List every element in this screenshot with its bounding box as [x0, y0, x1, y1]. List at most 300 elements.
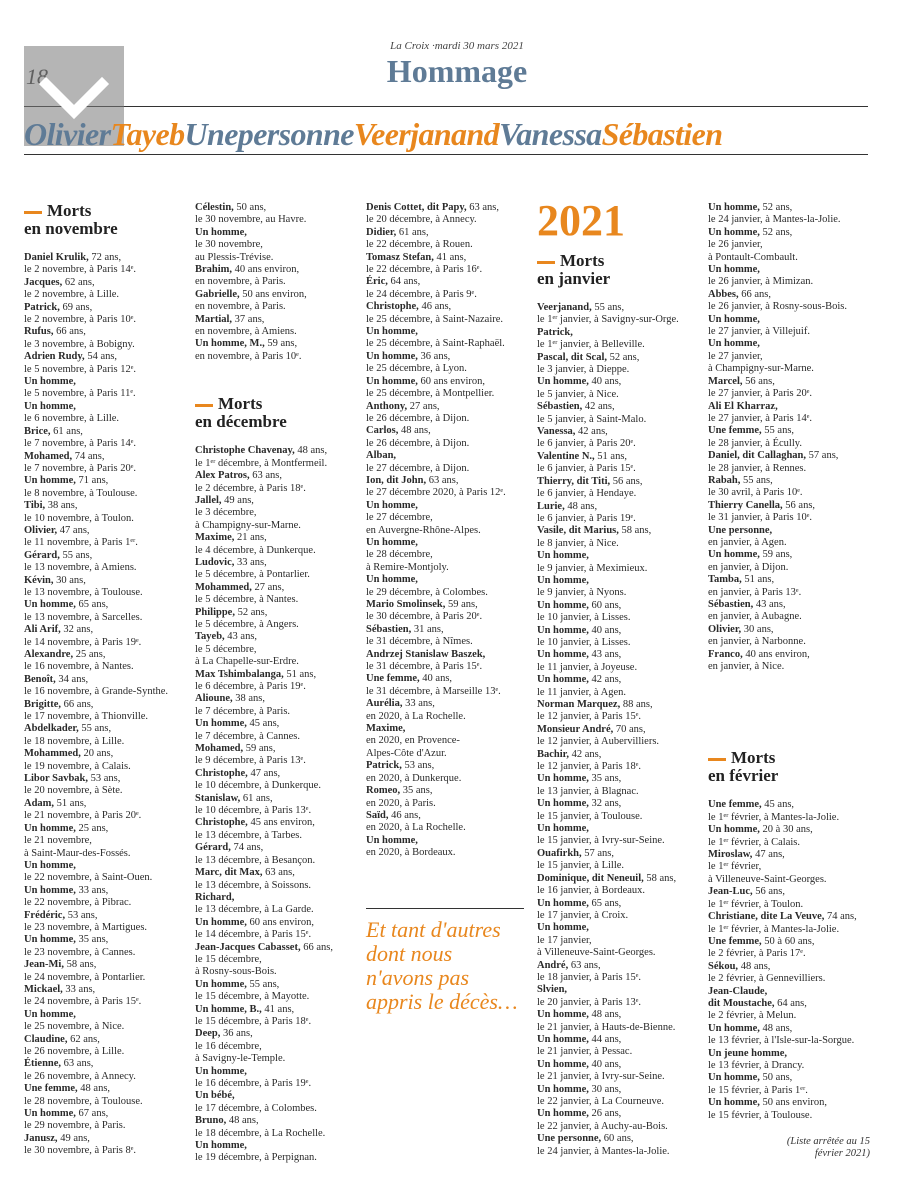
column-2	[195, 202, 365, 1165]
obituary-line	[195, 842, 365, 854]
obituary-detail: en janvier, à Paris 13ᵉ.	[708, 586, 802, 598]
obituary-line	[195, 867, 365, 879]
obituary-detail: à Champigny-sur-Marne.	[195, 519, 301, 531]
obituary-line	[366, 487, 536, 499]
obituary-line	[195, 1128, 365, 1140]
obituary-line	[366, 401, 536, 413]
obituary-line	[537, 625, 707, 637]
obituary-line	[537, 401, 707, 413]
person-name: Jean-Luc,	[708, 886, 753, 898]
obituary-line	[24, 748, 194, 760]
person-name: Un homme,	[195, 1140, 247, 1152]
heading-line: en février	[708, 766, 779, 786]
banner-name: Tayeb	[110, 116, 185, 152]
obituary-detail: 47 ans,	[57, 524, 90, 536]
person-name: Veerjanand,	[537, 302, 592, 313]
obituary-detail: 32 ans,	[60, 624, 94, 636]
obituary-line	[537, 997, 707, 1009]
obituary-detail: le 15 janvier, à Toulouse.	[537, 810, 643, 822]
obituary-detail: le 26 décembre, à Dijon.	[366, 437, 470, 449]
person-name: Marcel,	[708, 375, 743, 387]
obituary-line	[708, 276, 878, 288]
person-name: Saïd,	[366, 809, 389, 821]
obituary-line	[537, 575, 707, 587]
obituary-detail: le 18 janvier, à Paris 15ᵉ.	[537, 971, 642, 983]
person-name: Gérard,	[24, 549, 60, 561]
obituary-detail: le 30 novembre, à Paris 8ᵉ.	[24, 1145, 137, 1157]
obituary-detail: le 7 novembre, à Paris 14ᵉ.	[24, 438, 137, 450]
obituary-detail: 41 ans,	[261, 1003, 295, 1015]
person-name: Un homme,	[195, 1065, 247, 1077]
obituary-line	[366, 822, 536, 834]
obituary-detail: le 28 janvier, à Écully.	[708, 437, 802, 449]
obituary-line	[195, 1004, 365, 1016]
obituary-detail: le 28 novembre, à Toulouse.	[24, 1095, 143, 1107]
obituary-line	[366, 760, 536, 772]
obituary-detail: le 22 décembre, à Paris 16ᵉ.	[366, 264, 483, 276]
obituary-line	[708, 1035, 878, 1047]
person-name: Deep,	[195, 1028, 221, 1040]
obituary-line	[708, 1048, 878, 1060]
obituary-detail: en 2020, à La Rochelle.	[366, 710, 466, 722]
person-name: Frédéric,	[24, 909, 66, 921]
obituary-line	[24, 686, 194, 698]
person-name: Un homme,	[195, 718, 247, 730]
obituary-line	[537, 389, 707, 401]
obituary-line	[537, 922, 707, 934]
obituary-line	[24, 339, 194, 351]
obituary-detail: 60 ans environ,	[246, 916, 314, 928]
obituary-detail: le 27 janvier, à Paris 20ᵉ.	[708, 388, 813, 400]
person-name: Patrick,	[24, 301, 60, 313]
obituary-line	[537, 550, 707, 562]
obituary-line	[708, 986, 878, 998]
obituary-line	[537, 376, 707, 388]
obituary-line	[195, 979, 365, 991]
obituary-line	[708, 936, 878, 948]
person-name: Stanislaw,	[195, 792, 241, 804]
heading-line: Morts	[47, 201, 92, 220]
person-name: Alex Patros,	[195, 470, 250, 482]
person-name: Un homme,	[366, 536, 418, 548]
person-name: Daniel, dit Callaghan,	[708, 450, 807, 462]
obituary-detail: le 15 décembre,	[195, 953, 262, 965]
obituary-line	[195, 1078, 365, 1090]
obituary-line	[195, 743, 365, 755]
obituary-detail: le 7 décembre, à Cannes.	[195, 730, 300, 742]
obituary-line	[366, 686, 536, 698]
obituary-detail: le 14 décembre, à Paris 15ᵉ.	[195, 929, 312, 941]
obituary-line	[708, 861, 878, 873]
obituary-detail: 35 ans,	[588, 773, 622, 785]
obituary-detail: 35 ans,	[75, 934, 109, 946]
obituary-line	[708, 314, 878, 326]
obituary-detail: 48 ans,	[564, 500, 598, 512]
obituary-detail: 63 ans,	[61, 1058, 94, 1070]
person-name: Un homme,	[537, 1033, 589, 1045]
obituary-line	[708, 998, 878, 1010]
obituary-detail: 56 ans,	[782, 499, 816, 511]
obituary-line	[195, 495, 365, 507]
obituary-line	[24, 723, 194, 735]
person-name: Un homme,	[24, 859, 76, 871]
person-name: Éric,	[366, 276, 388, 288]
person-name: Un homme,	[366, 574, 418, 586]
obituary-line	[537, 885, 707, 897]
obituary-detail: le 21 novembre,	[24, 835, 92, 847]
obituary-detail: le 5 novembre, à Paris 12ᵉ.	[24, 363, 137, 375]
heading-dash	[195, 404, 213, 407]
obituary-line	[537, 773, 707, 785]
obituary-line	[24, 1096, 194, 1108]
obituary-line	[366, 835, 536, 847]
obituary-line	[366, 314, 536, 326]
obituary-line	[195, 532, 365, 544]
obituary-detail: le 13 novembre, à Toulouse.	[24, 586, 143, 598]
obituary-detail: le 24 novembre, à Paris 15ᵉ.	[24, 996, 142, 1008]
obituary-line	[24, 624, 194, 636]
obituary-detail: 74 ans,	[72, 450, 105, 462]
obituary-line	[24, 910, 194, 922]
obituary-detail: 52 ans,	[759, 202, 793, 213]
obituary-detail: 48 ans,	[759, 1022, 793, 1034]
obituary-line	[366, 239, 536, 251]
obituary-line	[24, 351, 194, 363]
person-name: Gérard,	[195, 842, 231, 854]
obituary-detail: 62 ans,	[62, 276, 95, 288]
obituary-detail: 66 ans,	[53, 326, 86, 338]
person-name: Un jeune homme,	[708, 1047, 788, 1059]
obituary-detail: 63 ans,	[262, 867, 295, 879]
obituary-line	[195, 1041, 365, 1053]
obituary-detail: 44 ans,	[588, 1033, 622, 1045]
obituary-detail: le 23 novembre, à Cannes.	[24, 946, 136, 958]
obituary-detail: le 15 décembre, à Paris 18ᵉ.	[195, 1015, 312, 1027]
obituary-line	[537, 724, 707, 736]
obituary-line	[537, 811, 707, 823]
obituary-detail: 54 ans,	[84, 351, 118, 363]
obituary-line	[366, 723, 536, 735]
obituary-line	[24, 364, 194, 376]
obituary-line	[195, 1028, 365, 1040]
obituary-detail: 32 ans,	[588, 798, 622, 810]
person-name: Un homme,	[24, 822, 76, 834]
obituary-line	[24, 599, 194, 611]
obituary-detail: 38 ans,	[232, 693, 266, 705]
obituary-line	[366, 698, 536, 710]
obituary-line	[195, 607, 365, 619]
obituary-line	[537, 649, 707, 661]
obituary-detail: en novembre, à Paris.	[195, 301, 286, 313]
person-name: Un homme,	[24, 1008, 76, 1020]
person-name: Christophe,	[195, 817, 248, 829]
obituary-line	[366, 227, 536, 239]
person-name: Un homme,	[24, 376, 76, 388]
person-name: Tayeb,	[195, 631, 225, 643]
person-name: Thierry Canella,	[708, 499, 783, 511]
person-name: Un homme,	[195, 226, 247, 238]
obituary-line	[195, 917, 365, 929]
obituary-detail: le 5 décembre, à Pontarlier.	[195, 569, 310, 581]
person-name: Anthony,	[366, 400, 408, 412]
obituary-detail: 63 ans,	[249, 470, 283, 482]
obituary-detail: 25 ans,	[75, 822, 109, 834]
obituary-detail: le 16 décembre, à Paris 19ᵉ.	[195, 1078, 312, 1089]
person-name: Un homme,	[24, 1108, 76, 1120]
obituary-detail: 51 ans,	[594, 450, 628, 462]
obituary-detail: en 2020, en Provence-	[366, 735, 460, 747]
person-name: Sébastien,	[708, 599, 754, 610]
person-name: Daniel Krulik,	[24, 252, 89, 263]
obituary-line	[537, 786, 707, 798]
person-name: Un homme,	[537, 1009, 589, 1021]
obituary-detail: le 19 décembre, à Perpignan.	[195, 1152, 317, 1164]
obituary-detail: le 28 décembre,	[366, 549, 433, 561]
column-3	[366, 202, 536, 860]
obituary-line	[708, 849, 878, 861]
obituary-detail: 52 ans,	[607, 351, 640, 363]
obituary-detail: 72 ans,	[88, 252, 122, 263]
obituary-line	[537, 910, 707, 922]
obituary-detail: 38 ans,	[45, 500, 78, 512]
obituary-detail: 42 ans,	[569, 748, 602, 760]
obituary-line	[537, 451, 707, 463]
person-name: Mohamed,	[195, 743, 244, 755]
obituary-line	[24, 426, 194, 438]
obituary-detail: le 17 janvier,	[537, 934, 592, 946]
person-name: Jean-Claude,	[708, 985, 768, 997]
obituary-line	[366, 264, 536, 276]
obituary-line	[708, 425, 878, 437]
obituary-line	[24, 401, 194, 413]
obituary-detail: le 10 janvier, à Lisses.	[537, 612, 631, 624]
obituary-detail: le 13 décembre, à Tarbes.	[195, 829, 302, 841]
obituary-detail: 51 ans,	[54, 797, 87, 809]
obituary-line	[366, 798, 536, 810]
obituary-detail: 26 ans,	[588, 1108, 622, 1120]
obituary-detail: le 8 novembre, à Toulouse.	[24, 487, 138, 499]
obituary-detail: 37 ans,	[232, 313, 265, 325]
obituary-line	[195, 966, 365, 978]
obituary-detail: le 13 novembre, à Sarcelles.	[24, 611, 143, 623]
person-name: Patrick,	[366, 760, 402, 772]
obituary-detail: 48 ans,	[77, 1083, 111, 1095]
person-name: Un homme,	[708, 226, 760, 238]
person-name: Un homme,	[708, 338, 760, 350]
obituary-line	[708, 1072, 878, 1084]
obituary-detail: 55 ans,	[740, 474, 773, 486]
obituary-line	[537, 711, 707, 723]
person-name: Adam,	[24, 797, 55, 809]
obituary-detail: 88 ans,	[620, 699, 653, 710]
obituary-detail: 48 ans,	[226, 1115, 259, 1127]
obituary-line	[24, 438, 194, 450]
obituary-detail: le 1ᵉʳ février, à Mantes-la-Jolie.	[708, 811, 840, 823]
obituary-detail: 33 ans,	[75, 884, 109, 896]
obituary-detail: le 2 février, à Paris 17ᵉ.	[708, 948, 806, 960]
person-name: Maxime,	[195, 532, 235, 544]
obituary-detail: en 2020, à La Rochelle.	[366, 822, 466, 834]
obituary-line	[195, 289, 365, 301]
obituary-line	[537, 972, 707, 984]
obituary-detail: le 13 novembre, à Amiens.	[24, 562, 137, 574]
obituary-line	[24, 612, 194, 624]
obituary-detail: le 15 janvier, à Lille.	[537, 860, 625, 872]
obituary-line	[24, 947, 194, 959]
obituary-detail: 52 ans,	[234, 606, 268, 618]
obituary-line	[708, 537, 878, 549]
banner-name: Olivier	[24, 116, 111, 152]
obituary-detail: le 28 janvier, à Rennes.	[708, 462, 807, 474]
person-name: Un homme,	[366, 834, 418, 846]
obituary-line	[708, 487, 878, 499]
obituary-line	[195, 227, 365, 239]
obituary-detail: le 2 novembre, à Lille.	[24, 289, 120, 301]
obituary-detail: à Saint-Maur-des-Fossés.	[24, 847, 131, 859]
obituary-detail: 40 ans,	[588, 624, 622, 636]
column-5	[708, 202, 878, 1122]
obituary-detail: le 27 janvier, à Villejuif.	[708, 326, 810, 338]
person-name: Alioune,	[195, 693, 233, 705]
obituary-line	[195, 681, 365, 693]
obituary-line	[24, 823, 194, 835]
column-4	[537, 198, 707, 1158]
obituary-line	[537, 984, 707, 996]
obituary-line	[708, 376, 878, 388]
obituary-detail: 31 ans,	[411, 623, 444, 635]
obituary-detail: le 25 décembre, à Saint-Raphaël.	[366, 338, 505, 350]
obituary-line	[195, 557, 365, 569]
obituary-detail: Alpes-Côte d'Azur.	[366, 747, 447, 759]
obituary-line	[366, 525, 536, 537]
person-name: Maxime,	[366, 723, 406, 735]
person-name: Christiane, dite La Veuve,	[708, 911, 825, 923]
obituary-line	[195, 1090, 365, 1102]
obituary-detail: le 27 janvier,	[708, 350, 763, 362]
obituary-line	[195, 314, 365, 326]
heading-line: en novembre	[24, 219, 118, 238]
obituary-line	[195, 214, 365, 226]
obituary-detail: 58 ans,	[643, 872, 677, 884]
obituary-detail: 50 ans environ,	[759, 1097, 827, 1109]
obituary-detail: le 3 janvier, à Dieppe.	[537, 364, 630, 376]
person-name: Jallel,	[195, 494, 222, 506]
person-name: Max Tshimbalanga,	[195, 668, 284, 680]
person-name: Un homme,	[537, 798, 589, 810]
obituary-line	[537, 327, 707, 339]
person-name: Une femme,	[24, 1083, 78, 1095]
obituary-line	[24, 277, 194, 289]
obituary-line	[24, 463, 194, 475]
obituary-detail: 50 à 60 ans,	[761, 935, 815, 947]
pull-quote: Et tant d'autres dont nous n'avons pas appris le décès…	[366, 917, 518, 1014]
obituary-line	[708, 475, 878, 487]
person-name: Mohammed,	[24, 748, 81, 760]
obituary-line	[708, 636, 878, 648]
obituary-line	[537, 352, 707, 364]
obituary-line	[195, 954, 365, 966]
obituary-detail: 69 ans,	[59, 301, 93, 313]
person-name: Thierry, dit Titi,	[537, 475, 611, 487]
obituary-line	[24, 1009, 194, 1021]
obituary-line	[195, 582, 365, 594]
obituary-detail: le 21 janvier, à Ivry-sur-Seine.	[537, 1071, 665, 1083]
obituary-line	[537, 339, 707, 351]
obituary-detail: 59 ans,	[445, 599, 478, 610]
obituary-detail: 27 ans,	[251, 581, 285, 593]
obituary-line	[24, 376, 194, 388]
obituary-detail: 45 ans,	[761, 799, 795, 811]
quote-rule	[366, 908, 524, 909]
person-name: Tomasz Stefan,	[366, 251, 434, 263]
obituary-detail: 57 ans,	[806, 450, 839, 462]
obituary-detail: 47 ans,	[247, 767, 281, 779]
obituary-line	[537, 488, 707, 500]
obituary-detail: le 10 novembre, à Toulon.	[24, 512, 134, 524]
page-header	[0, 0, 914, 60]
obituary-detail: 56 ans,	[742, 375, 775, 387]
obituary-detail: à Remire-Montjoly.	[366, 561, 449, 573]
person-name: Célestin,	[195, 202, 234, 213]
obituary-detail: 43 ans,	[588, 649, 622, 661]
person-name: Janusz,	[24, 1132, 58, 1144]
person-name: Benoît,	[24, 673, 56, 685]
person-name: Norman Marquez,	[537, 699, 621, 710]
person-name: Denis Cottet, dit Papy,	[366, 202, 467, 213]
obituary-detail: 57 ans,	[581, 847, 615, 859]
obituary-line	[24, 860, 194, 872]
person-name: Mohammed,	[195, 581, 252, 593]
obituary-detail: 43 ans,	[753, 599, 786, 610]
person-name: Pascal, dit Scal,	[537, 351, 607, 363]
person-name: Un homme,	[537, 376, 589, 388]
obituary-detail: 74 ans,	[824, 911, 857, 923]
person-name: Une femme,	[708, 935, 762, 947]
obituary-detail: 64 ans,	[387, 276, 421, 288]
obituary-line	[366, 363, 536, 375]
obituary-detail: le 19 novembre, à Calais.	[24, 760, 131, 772]
obituary-line	[24, 736, 194, 748]
obituary-detail: le 10 décembre, à Paris 13ᵉ.	[195, 805, 312, 817]
person-name: Jacques,	[24, 276, 63, 288]
obituary-line	[366, 338, 536, 350]
obituary-line	[24, 848, 194, 860]
obituary-detail: 30 ans,	[53, 574, 86, 586]
obituary-line	[24, 326, 194, 338]
obituary-line	[537, 476, 707, 488]
person-name: Vanessa,	[537, 426, 576, 438]
obituary-detail: 56 ans,	[610, 475, 643, 487]
obituary-detail: 27 ans,	[407, 400, 440, 412]
obituary-line	[708, 351, 878, 363]
obituary-detail: le 15 février, à Toulouse.	[708, 1109, 813, 1121]
obituary-line	[195, 276, 365, 288]
obituary-detail: 40 ans environ,	[742, 648, 810, 660]
obituary-detail: le 27 décembre,	[366, 512, 433, 524]
obituary-detail: 40 ans,	[588, 1058, 622, 1070]
obituary-line	[366, 438, 536, 450]
obituary-line	[24, 996, 194, 1008]
obituary-detail: le 7 novembre, à Paris 20ᵉ.	[24, 462, 137, 474]
obituary-detail: 48 ans,	[588, 1009, 622, 1021]
person-name: Miroslaw,	[708, 849, 753, 861]
obituary-detail: 20 à 30 ans,	[759, 824, 813, 836]
obituary-detail: 55 ans,	[246, 978, 280, 990]
obituary-detail: le 25 décembre, à Montpellier.	[366, 388, 495, 400]
obituary-detail: le 4 décembre, à Dunkerque.	[195, 544, 316, 556]
banner-rule	[24, 154, 868, 155]
obituary-line	[24, 475, 194, 487]
